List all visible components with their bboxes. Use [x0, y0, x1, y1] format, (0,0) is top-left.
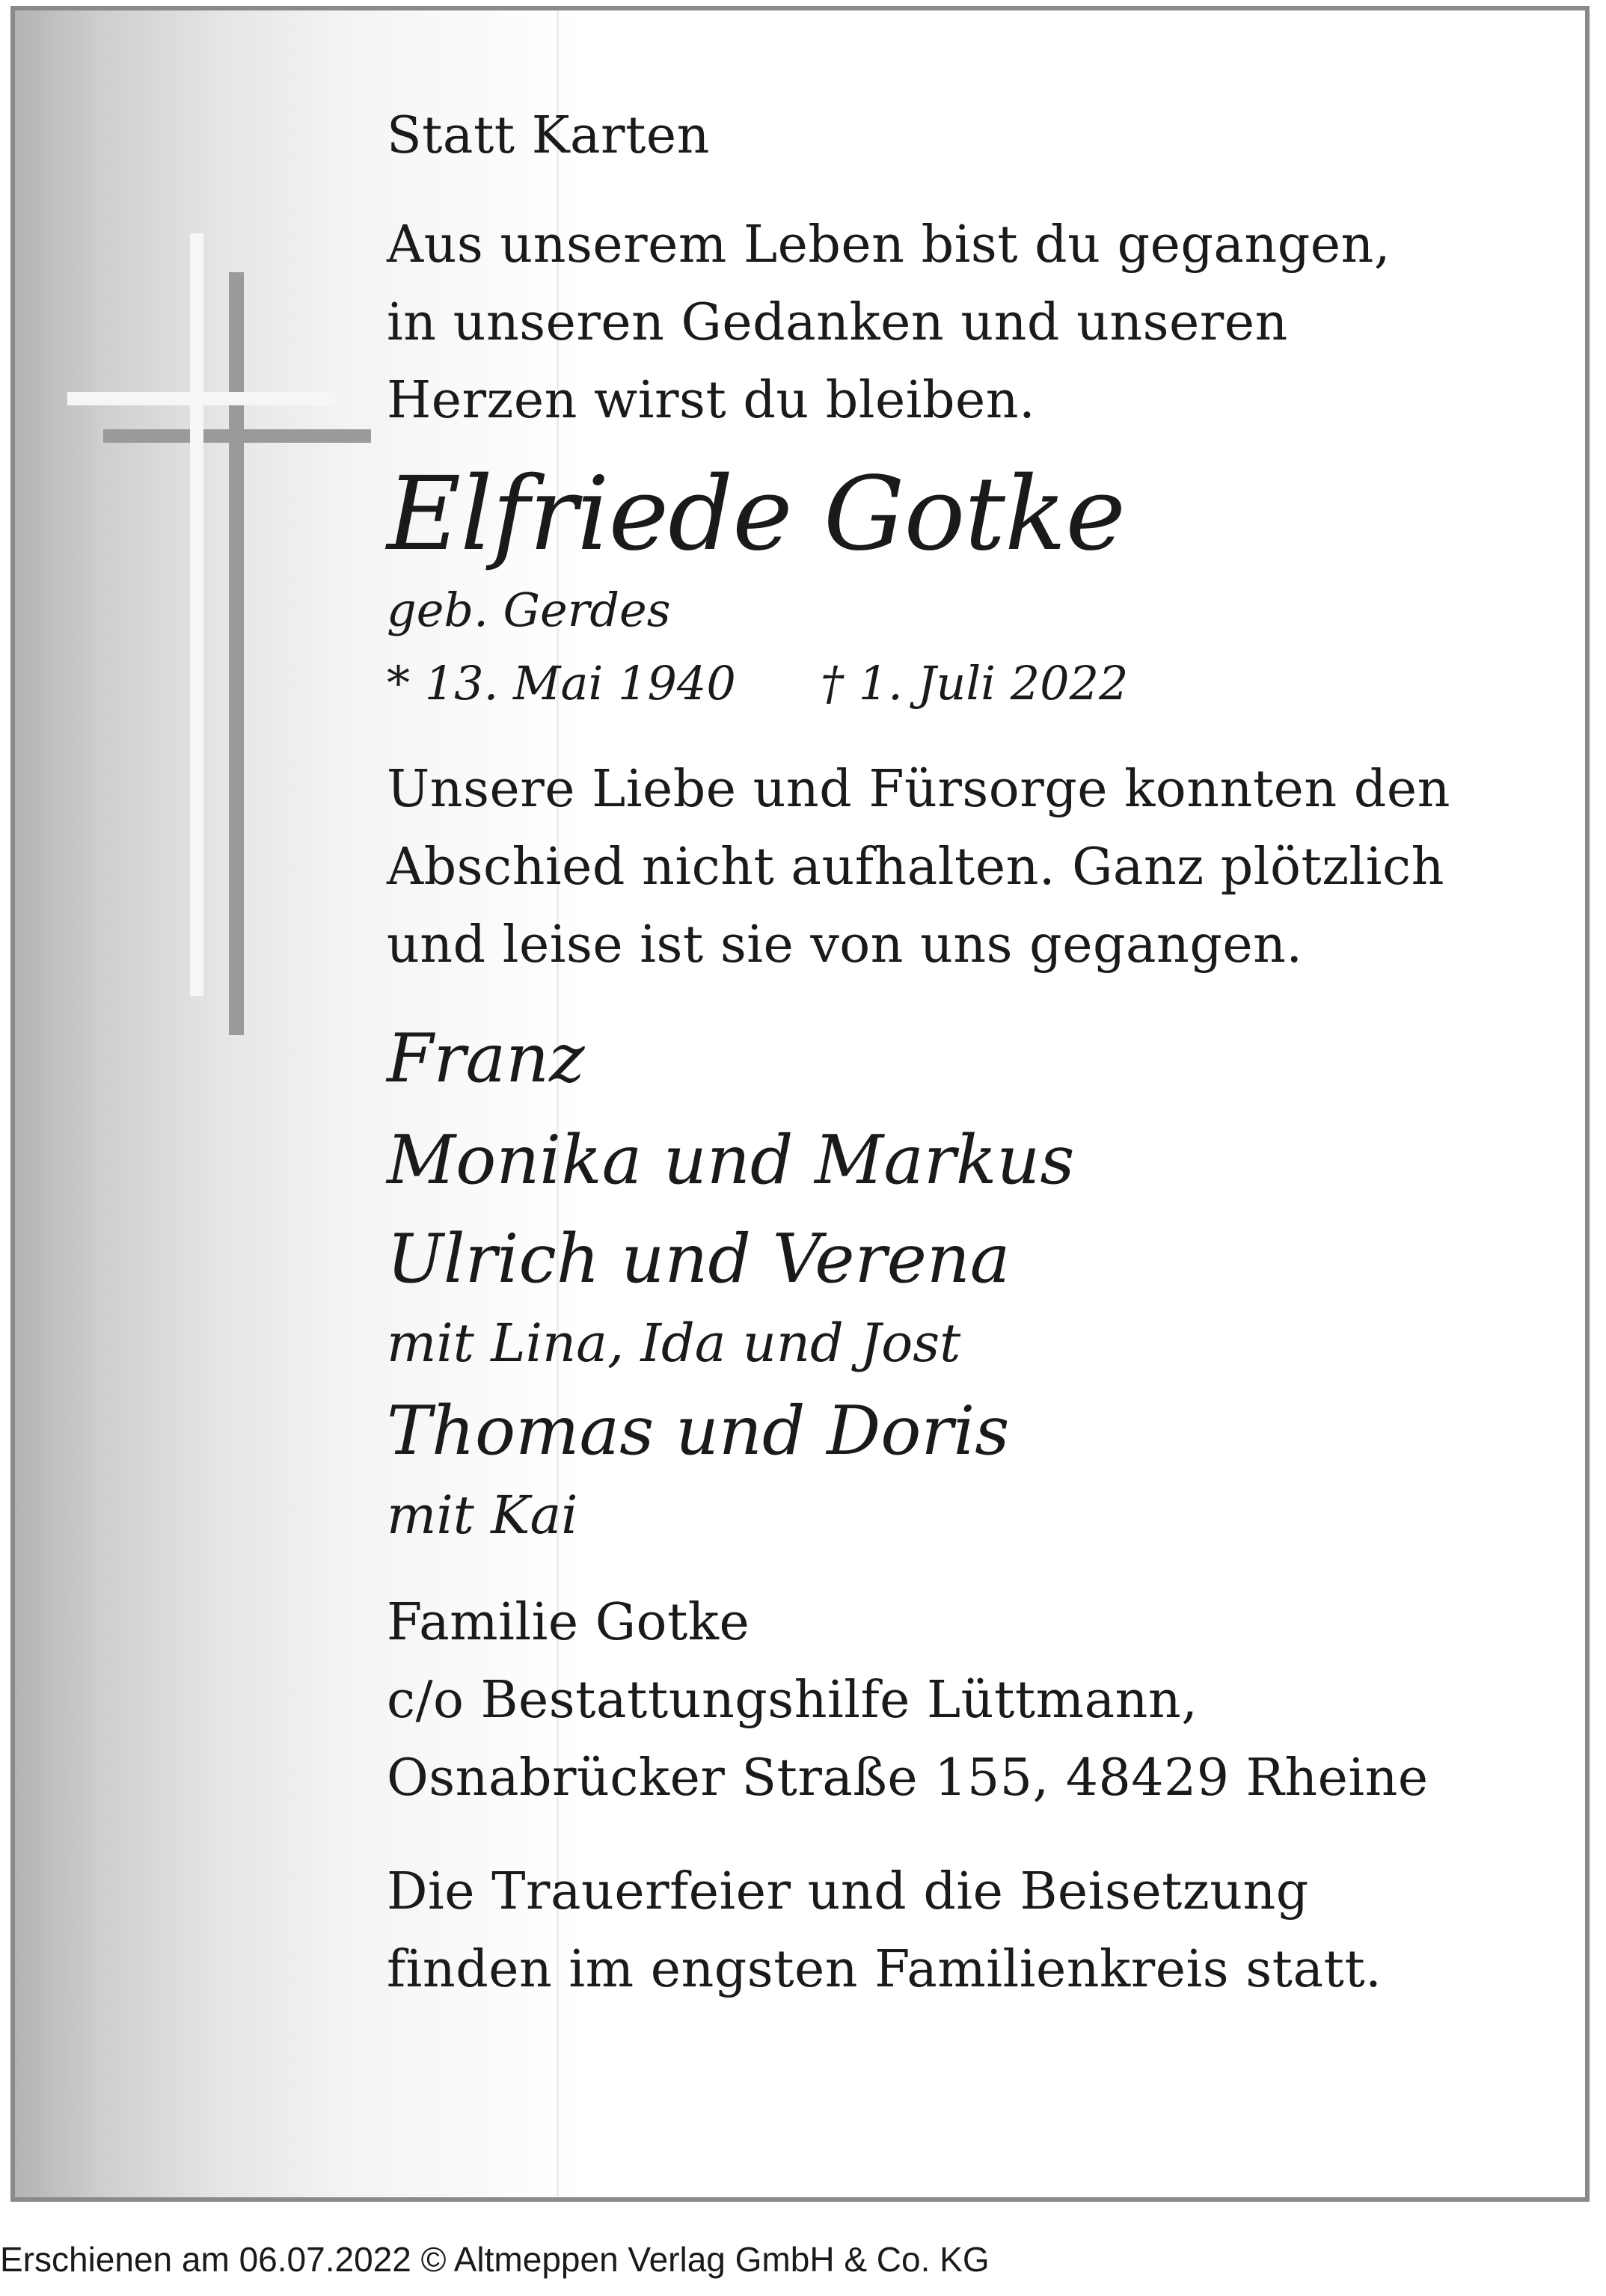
- life-dates: [387, 646, 1569, 721]
- obituary-text: [387, 97, 1569, 2009]
- verse-line: Aus unserem Leben bist du gegangen,: [387, 215, 1391, 274]
- ceremony-line: finden im engsten Familienkreis statt.: [387, 1940, 1382, 1999]
- cross-shadow-horizontal: [103, 429, 371, 443]
- mourner-name: Monika und Markus: [387, 1121, 1075, 1200]
- mourner-sub: mit Kai: [387, 1485, 578, 1546]
- cross-horizontal: [67, 392, 335, 405]
- birth-date: * 13. Mai 1940: [387, 656, 736, 710]
- message-line: Abschied nicht aufhalten. Ganz plötzlich: [387, 838, 1444, 897]
- publication-credit: Erschienen am 06.07.2022 © Altmeppen Verlag GmbH & Co. KG: [0, 2240, 990, 2279]
- address-line: Familie Gotke: [387, 1593, 750, 1652]
- mourner-sub: mit Lina, Ida und Jost: [387, 1313, 961, 1374]
- mourner-name: Ulrich und Verena: [387, 1220, 1011, 1298]
- address-line: Osnabrücker Straße 155, 48429 Rheine: [387, 1749, 1429, 1808]
- address-line: c/o Bestattungshilfe Lüttmann,: [387, 1671, 1198, 1730]
- cross-shadow-vertical: [229, 272, 244, 1035]
- obituary-card: [10, 6, 1590, 2202]
- mourner-name: Franz: [387, 1019, 585, 1098]
- ceremony-line: Die Trauerfeier und die Beisetzung: [387, 1862, 1309, 1921]
- message-line: Unsere Liebe und Fürsorge konnten den: [387, 760, 1450, 819]
- cross-icon: [57, 233, 378, 1049]
- death-date: † 1. Juli 2022: [821, 656, 1129, 710]
- maiden-name: geb. Gerdes: [387, 583, 671, 637]
- cross-vertical: [190, 233, 203, 996]
- address: [387, 1584, 1569, 1817]
- ceremony-note: [387, 1853, 1569, 2009]
- mourner-name: Thomas und Doris: [387, 1392, 1010, 1470]
- message: [387, 751, 1569, 984]
- verse-line: Herzen wirst du bleiben.: [387, 371, 1036, 430]
- verse-line: in unseren Gedanken und unseren: [387, 293, 1288, 352]
- notice-heading: Statt Karten: [387, 106, 710, 165]
- verse: [387, 206, 1569, 440]
- deceased-name: Elfriede Gotke: [387, 455, 1125, 574]
- message-line: und leise ist sie von uns gegangen.: [387, 915, 1303, 974]
- mourners-list: [387, 1008, 1569, 1551]
